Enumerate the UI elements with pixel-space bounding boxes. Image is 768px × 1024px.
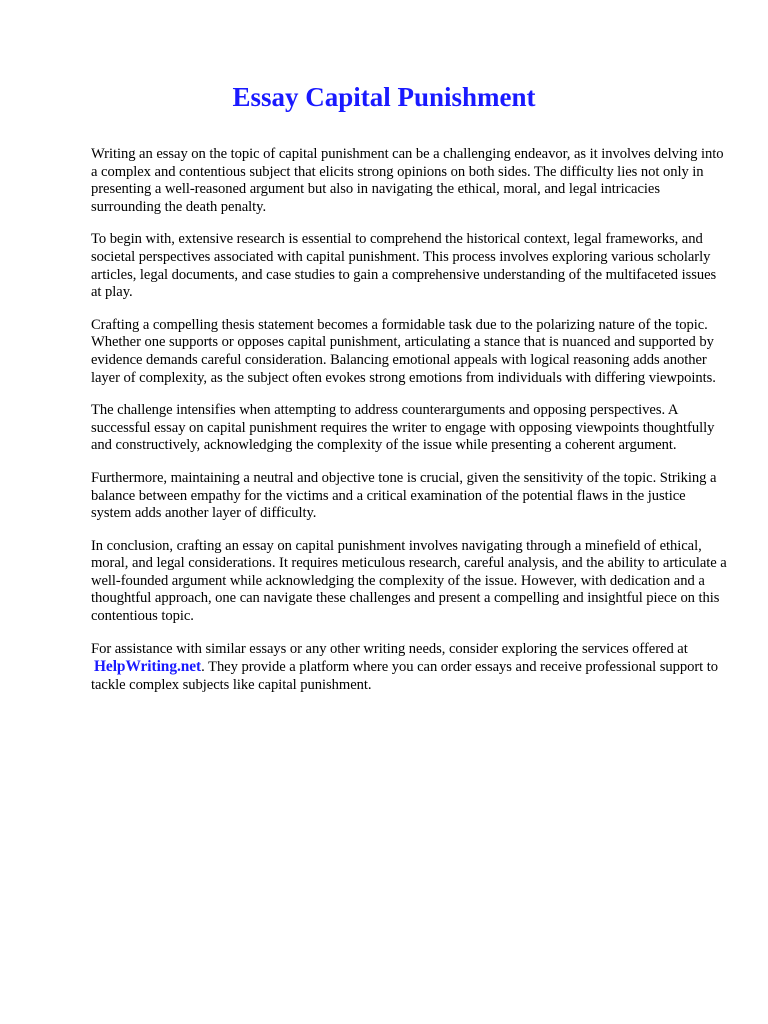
paragraph-research: To begin with, extensive research is essential to comprehend the historical context, legal frameworks, and societal perspectives associated with capital punishment. This process involves exploring various scholarly articles, legal documents, and case studies to gain a comprehensive understanding of the multifaceted issues at play. xyxy=(91,231,717,301)
paragraph-thesis: Crafting a compelling thesis statement becomes a formidable task due to the polarizing nature of the topic. Whether one supports or opposes capital punishment, articulating a stance that is nuanced and supported by evidence demands careful consideration. Balancing emotional appeals with logical reasoning adds another layer of complexity, as the subject often evokes strong emotions from individuals with differing viewpoints. xyxy=(91,316,716,386)
assistance-text-after: . They provide a platform where you can order essays and receive professional support to tackle complex subjects like capital punishment. xyxy=(91,659,719,693)
paragraph-assistance xyxy=(91,641,727,695)
essay-body xyxy=(91,146,727,709)
helpwriting-link[interactable]: HelpWriting.net xyxy=(94,658,202,676)
paragraph-intro: Writing an essay on the topic of capital punishment can be a challenging endeavor, as it involves delving into a complex and contentious subject that elicits strong opinions on both sides. The difficulty lies not only in presenting a well-reasoned argument but also in navigating the ethical, moral, and legal intricacies surrounding the death penalty. xyxy=(91,146,724,215)
page-title: Essay Capital Punishment xyxy=(232,82,536,112)
paragraph-tone: Furthermore, maintaining a neutral and objective tone is crucial, given the sensitivity of the topic. Striking a balance between empathy for the victims and a critical examination of the potential flaws in the justice system adds another layer of difficulty. xyxy=(91,469,717,522)
paragraph-counterarguments: The challenge intensifies when attempting to address counterarguments and opposing perspectives. A successful essay on capital punishment requires the writer to engage with opposing viewpoints thoughtfully and constructively, acknowledging the complexity of the issue while presenting a coherent argument. xyxy=(91,402,715,454)
assistance-text-before: For assistance with similar essays or any other writing needs, consider exploring the services offered at xyxy=(91,640,688,657)
paragraph-conclusion: In conclusion, crafting an essay on capital punishment involves navigating through a minefield of ethical, moral, and legal considerations. It requires meticulous research, careful analysis, and the ability to articulate a well-founded argument while acknowledging the complexity of the issue. However, with dedication and a thoughtful approach, one can navigate these challenges and present a compelling and insightful piece on this contentious topic. xyxy=(91,537,727,625)
